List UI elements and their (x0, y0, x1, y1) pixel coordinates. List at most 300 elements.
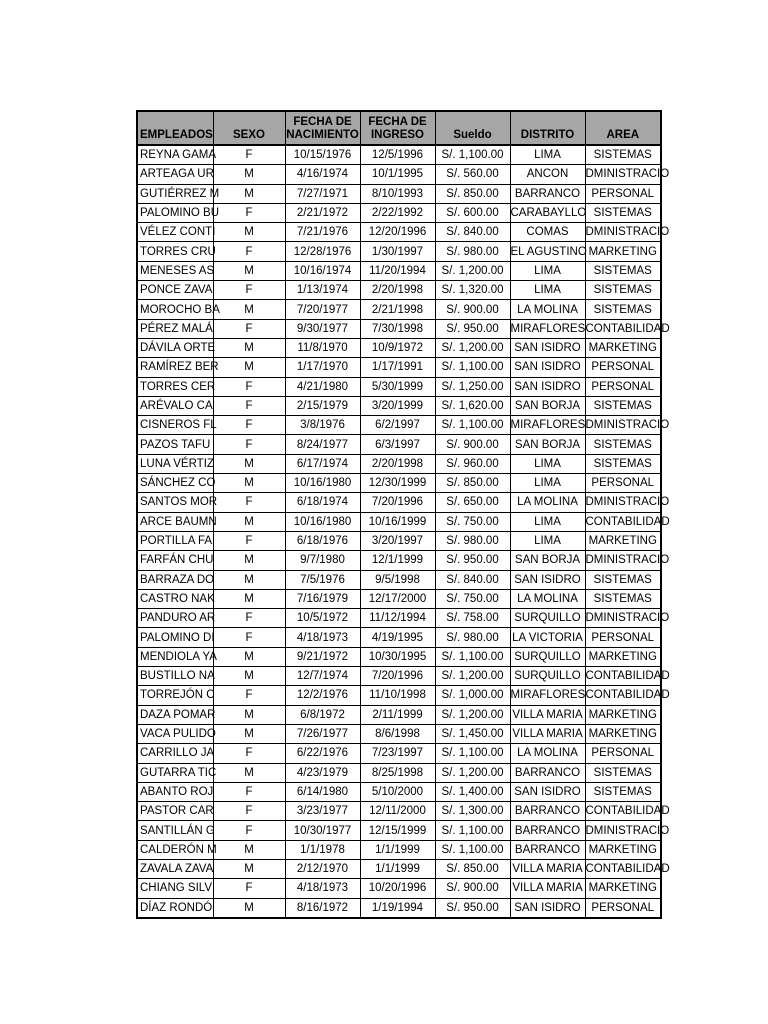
cell-fecha-nacimiento[interactable]: 6/17/1974 (285, 454, 360, 473)
cell-fecha-nacimiento[interactable]: 12/28/1976 (285, 242, 360, 261)
table-row (137, 782, 661, 801)
cell-area[interactable]: DMINISTRACIO (585, 165, 661, 184)
table-row (137, 879, 661, 898)
cell-distrito[interactable]: SAN ISIDRO (510, 898, 585, 918)
cell-sexo[interactable]: M (213, 705, 285, 724)
cell-empleado[interactable]: ARTEAGA UR (137, 165, 213, 184)
cell-empleado[interactable]: MOROCHO BA (137, 300, 213, 319)
cell-area[interactable]: CONTABILIDAD (585, 859, 661, 878)
cell-empleado[interactable]: FARFÁN CHU (137, 551, 213, 570)
cell-empleado[interactable]: DAZA POMAR (137, 705, 213, 724)
cell-empleado[interactable]: PALOMINO BU (137, 203, 213, 222)
cell-area[interactable]: DMINISTRACIO (585, 551, 661, 570)
cell-sueldo[interactable]: S/. 960.00 (435, 454, 510, 473)
cell-sueldo[interactable]: S/. 1,450.00 (435, 724, 510, 743)
cell-sexo[interactable]: M (213, 667, 285, 686)
cell-sexo[interactable]: M (213, 165, 285, 184)
cell-fecha-nacimiento[interactable]: 4/18/1973 (285, 879, 360, 898)
cell-fecha-ingreso[interactable]: 10/9/1972 (360, 338, 435, 357)
cell-fecha-ingreso[interactable]: 8/25/1998 (360, 763, 435, 782)
cell-sexo[interactable]: F (213, 744, 285, 763)
cell-sueldo[interactable]: S/. 758.00 (435, 609, 510, 628)
cell-area[interactable]: PERSONAL (585, 184, 661, 203)
cell-sexo[interactable]: F (213, 609, 285, 628)
cell-distrito[interactable]: LIMA (510, 261, 585, 280)
cell-sueldo[interactable]: S/. 900.00 (435, 435, 510, 454)
cell-distrito[interactable]: LA MOLINA (510, 744, 585, 763)
cell-fecha-nacimiento[interactable]: 4/16/1974 (285, 165, 360, 184)
cell-empleado[interactable]: BARRAZA DO (137, 570, 213, 589)
cell-fecha-ingreso[interactable]: 12/20/1996 (360, 223, 435, 242)
table-row (137, 589, 661, 608)
cell-empleado[interactable]: VACA PULIDO (137, 724, 213, 743)
cell-empleado[interactable]: PASTOR CAR (137, 802, 213, 821)
cell-area[interactable]: PERSONAL (585, 377, 661, 396)
cell-sexo[interactable]: M (213, 763, 285, 782)
cell-fecha-ingreso[interactable]: 2/20/1998 (360, 454, 435, 473)
cell-area[interactable]: MARKETING (585, 724, 661, 743)
header-fecha-ingreso: FECHA DE INGRESO (360, 111, 435, 145)
cell-empleado[interactable]: CHIANG SILV (137, 879, 213, 898)
cell-sexo[interactable]: M (213, 840, 285, 859)
cell-area[interactable]: SISTEMAS (585, 782, 661, 801)
cell-fecha-ingreso[interactable]: 9/5/1998 (360, 570, 435, 589)
table-row (137, 609, 661, 628)
cell-fecha-ingreso[interactable]: 8/10/1993 (360, 184, 435, 203)
cell-sueldo[interactable]: S/. 950.00 (435, 319, 510, 338)
cell-area[interactable]: SISTEMAS (585, 300, 661, 319)
cell-empleado[interactable]: RAMÍREZ BER (137, 358, 213, 377)
cell-sueldo[interactable]: S/. 980.00 (435, 242, 510, 261)
cell-sexo[interactable]: F (213, 821, 285, 840)
cell-area[interactable]: MARKETING (585, 338, 661, 357)
table-row (137, 338, 661, 357)
cell-sueldo[interactable]: S/. 850.00 (435, 474, 510, 493)
cell-area[interactable]: MARKETING (585, 242, 661, 261)
cell-fecha-ingreso[interactable]: 1/17/1991 (360, 358, 435, 377)
cell-area[interactable]: SISTEMAS (585, 570, 661, 589)
cell-area[interactable]: DMINISTRACIO (585, 223, 661, 242)
cell-sexo[interactable]: F (213, 396, 285, 415)
cell-fecha-nacimiento[interactable]: 9/7/1980 (285, 551, 360, 570)
employee-table-container (136, 110, 670, 920)
cell-fecha-ingreso[interactable]: 12/15/1999 (360, 821, 435, 840)
cell-empleado[interactable]: LUNA VÉRTIZ (137, 454, 213, 473)
cell-fecha-ingreso[interactable]: 2/21/1998 (360, 300, 435, 319)
cell-fecha-ingreso[interactable]: 3/20/1997 (360, 531, 435, 550)
cell-area[interactable]: PERSONAL (585, 358, 661, 377)
cell-fecha-nacimiento[interactable]: 3/8/1976 (285, 416, 360, 435)
cell-fecha-ingreso[interactable]: 1/1/1999 (360, 840, 435, 859)
cell-area[interactable]: MARKETING (585, 647, 661, 666)
cell-empleado[interactable]: ARCE BAUMN (137, 512, 213, 531)
cell-fecha-ingreso[interactable]: 5/30/1999 (360, 377, 435, 396)
cell-distrito[interactable]: SAN ISIDRO (510, 358, 585, 377)
cell-empleado[interactable]: PÉREZ MALÁ (137, 319, 213, 338)
cell-area[interactable]: CONTABILIDAD (585, 667, 661, 686)
cell-empleado[interactable]: PALOMINO DI (137, 628, 213, 647)
cell-empleado[interactable]: ARÉVALO CA (137, 396, 213, 415)
cell-sueldo[interactable]: S/. 840.00 (435, 570, 510, 589)
cell-sexo[interactable]: F (213, 281, 285, 300)
cell-sueldo[interactable]: S/. 1,000.00 (435, 686, 510, 705)
cell-sexo[interactable]: M (213, 647, 285, 666)
cell-fecha-ingreso[interactable]: 2/11/1999 (360, 705, 435, 724)
cell-area[interactable]: MARKETING (585, 531, 661, 550)
cell-fecha-nacimiento[interactable]: 6/22/1976 (285, 744, 360, 763)
cell-area[interactable]: PERSONAL (585, 628, 661, 647)
cell-area[interactable]: MARKETING (585, 879, 661, 898)
cell-sexo[interactable]: F (213, 145, 285, 165)
cell-fecha-nacimiento[interactable]: 3/23/1977 (285, 802, 360, 821)
cell-fecha-nacimiento[interactable]: 4/23/1979 (285, 763, 360, 782)
cell-distrito[interactable]: LIMA (510, 512, 585, 531)
table-row (137, 898, 661, 918)
cell-fecha-nacimiento[interactable]: 10/5/1972 (285, 609, 360, 628)
cell-fecha-ingreso[interactable]: 6/3/1997 (360, 435, 435, 454)
cell-fecha-ingreso[interactable]: 2/20/1998 (360, 281, 435, 300)
cell-sexo[interactable]: M (213, 570, 285, 589)
cell-fecha-nacimiento[interactable]: 10/16/1974 (285, 261, 360, 280)
table-row (137, 705, 661, 724)
cell-fecha-ingreso[interactable]: 4/19/1995 (360, 628, 435, 647)
cell-empleado[interactable]: SANTOS MOR (137, 493, 213, 512)
cell-distrito[interactable]: SAN ISIDRO (510, 338, 585, 357)
cell-distrito[interactable]: SAN BORJA (510, 396, 585, 415)
cell-sueldo[interactable]: S/. 950.00 (435, 898, 510, 918)
cell-fecha-nacimiento[interactable]: 6/8/1972 (285, 705, 360, 724)
table-row (137, 435, 661, 454)
cell-sexo[interactable]: F (213, 686, 285, 705)
cell-empleado[interactable]: REYNA GAMA (137, 145, 213, 165)
cell-sexo[interactable]: F (213, 879, 285, 898)
cell-sueldo[interactable]: S/. 750.00 (435, 589, 510, 608)
cell-distrito[interactable]: MIRAFLORES (510, 686, 585, 705)
cell-fecha-nacimiento[interactable]: 2/21/1972 (285, 203, 360, 222)
cell-fecha-nacimiento[interactable]: 6/14/1980 (285, 782, 360, 801)
cell-sexo[interactable]: M (213, 184, 285, 203)
cell-empleado[interactable]: DÁVILA ORTE (137, 338, 213, 357)
cell-sueldo[interactable]: S/. 1,400.00 (435, 782, 510, 801)
cell-sueldo[interactable]: S/. 850.00 (435, 859, 510, 878)
cell-fecha-nacimiento[interactable]: 7/21/1976 (285, 223, 360, 242)
cell-sueldo[interactable]: S/. 980.00 (435, 531, 510, 550)
table-row (137, 242, 661, 261)
cell-distrito[interactable]: LIMA (510, 281, 585, 300)
cell-fecha-ingreso[interactable]: 10/1/1995 (360, 165, 435, 184)
cell-fecha-nacimiento[interactable]: 10/15/1976 (285, 145, 360, 165)
cell-distrito[interactable]: CARABAYLLO (510, 203, 585, 222)
cell-empleado[interactable]: PORTILLA FA (137, 531, 213, 550)
cell-sexo[interactable]: F (213, 628, 285, 647)
cell-fecha-ingreso[interactable]: 8/6/1998 (360, 724, 435, 743)
cell-area[interactable]: PERSONAL (585, 898, 661, 918)
cell-fecha-nacimiento[interactable]: 9/30/1977 (285, 319, 360, 338)
cell-area[interactable]: PERSONAL (585, 744, 661, 763)
cell-sexo[interactable]: M (213, 589, 285, 608)
cell-sueldo[interactable]: S/. 650.00 (435, 493, 510, 512)
cell-sueldo[interactable]: S/. 1,100.00 (435, 145, 510, 165)
cell-distrito[interactable]: SAN ISIDRO (510, 782, 585, 801)
cell-area[interactable]: MARKETING (585, 840, 661, 859)
cell-sueldo[interactable]: S/. 900.00 (435, 300, 510, 319)
cell-sexo[interactable]: M (213, 474, 285, 493)
cell-fecha-nacimiento[interactable]: 2/12/1970 (285, 859, 360, 878)
cell-fecha-nacimiento[interactable]: 2/15/1979 (285, 396, 360, 415)
cell-sueldo[interactable]: S/. 1,100.00 (435, 358, 510, 377)
cell-fecha-nacimiento[interactable]: 12/7/1974 (285, 667, 360, 686)
cell-sueldo[interactable]: S/. 1,100.00 (435, 821, 510, 840)
cell-fecha-ingreso[interactable]: 12/1/1999 (360, 551, 435, 570)
cell-sueldo[interactable]: S/. 1,100.00 (435, 647, 510, 666)
cell-area[interactable]: SISTEMAS (585, 435, 661, 454)
cell-sueldo[interactable]: S/. 1,200.00 (435, 705, 510, 724)
cell-sexo[interactable]: M (213, 223, 285, 242)
cell-area[interactable]: MARKETING (585, 705, 661, 724)
cell-sexo[interactable]: M (213, 898, 285, 918)
cell-fecha-nacimiento[interactable]: 10/16/1980 (285, 512, 360, 531)
cell-fecha-ingreso[interactable]: 11/20/1994 (360, 261, 435, 280)
cell-fecha-ingreso[interactable]: 7/20/1996 (360, 667, 435, 686)
cell-distrito[interactable]: BARRANCO (510, 821, 585, 840)
cell-sueldo[interactable]: S/. 850.00 (435, 184, 510, 203)
cell-area[interactable]: CONTABILIDAD (585, 686, 661, 705)
cell-fecha-ingreso[interactable]: 12/11/2000 (360, 802, 435, 821)
cell-sexo[interactable]: F (213, 435, 285, 454)
cell-distrito[interactable]: VILLA MARIA (510, 705, 585, 724)
cell-fecha-ingreso[interactable]: 6/2/1997 (360, 416, 435, 435)
cell-distrito[interactable]: SAN ISIDRO (510, 570, 585, 589)
cell-distrito[interactable]: LIMA (510, 454, 585, 473)
cell-empleado[interactable]: TORREJÓN C (137, 686, 213, 705)
cell-sexo[interactable]: F (213, 377, 285, 396)
header-area: AREA (585, 111, 661, 145)
cell-area[interactable]: SISTEMAS (585, 261, 661, 280)
cell-distrito[interactable]: VILLA MARIA (510, 879, 585, 898)
cell-distrito[interactable]: BARRANCO (510, 763, 585, 782)
cell-distrito[interactable]: LA MOLINA (510, 300, 585, 319)
cell-empleado[interactable]: VÉLEZ CONTI (137, 223, 213, 242)
table-row (137, 802, 661, 821)
cell-distrito[interactable]: COMAS (510, 223, 585, 242)
cell-empleado[interactable]: BUSTILLO NA (137, 667, 213, 686)
cell-distrito[interactable]: LIMA (510, 145, 585, 165)
cell-distrito[interactable]: ANCON (510, 165, 585, 184)
cell-fecha-ingreso[interactable]: 7/20/1996 (360, 493, 435, 512)
cell-distrito[interactable]: BARRANCO (510, 840, 585, 859)
cell-distrito[interactable]: SURQUILLO (510, 647, 585, 666)
cell-sexo[interactable]: F (213, 531, 285, 550)
cell-area[interactable]: CONTABILIDAD (585, 319, 661, 338)
cell-fecha-ingreso[interactable]: 1/30/1997 (360, 242, 435, 261)
cell-distrito[interactable]: LA VICTORIA (510, 628, 585, 647)
cell-fecha-ingreso[interactable]: 12/5/1996 (360, 145, 435, 165)
cell-area[interactable]: CONTABILIDAD (585, 802, 661, 821)
cell-area[interactable]: SISTEMAS (585, 203, 661, 222)
cell-distrito[interactable]: LIMA (510, 474, 585, 493)
cell-sueldo[interactable]: S/. 900.00 (435, 879, 510, 898)
cell-area[interactable]: DMINISTRACIO (585, 493, 661, 512)
cell-empleado[interactable]: DÍAZ RONDÓ (137, 898, 213, 918)
cell-sueldo[interactable]: S/. 1,200.00 (435, 261, 510, 280)
cell-fecha-ingreso[interactable]: 2/22/1992 (360, 203, 435, 222)
cell-distrito[interactable]: SURQUILLO (510, 609, 585, 628)
cell-sueldo[interactable]: S/. 1,320.00 (435, 281, 510, 300)
cell-area[interactable]: DMINISTRACIO (585, 609, 661, 628)
cell-empleado[interactable]: TORRES CRU (137, 242, 213, 261)
cell-fecha-nacimiento[interactable]: 6/18/1976 (285, 531, 360, 550)
cell-sexo[interactable]: M (213, 300, 285, 319)
cell-fecha-ingreso[interactable]: 10/16/1999 (360, 512, 435, 531)
cell-distrito[interactable]: LA MOLINA (510, 589, 585, 608)
table-row (137, 570, 661, 589)
cell-fecha-ingreso[interactable]: 11/12/1994 (360, 609, 435, 628)
cell-sueldo[interactable]: S/. 560.00 (435, 165, 510, 184)
cell-sueldo[interactable]: S/. 1,100.00 (435, 744, 510, 763)
table-row (137, 261, 661, 280)
cell-fecha-nacimiento[interactable]: 7/26/1977 (285, 724, 360, 743)
cell-empleado[interactable]: GUTIÉRREZ M (137, 184, 213, 203)
cell-empleado[interactable]: TORRES CER (137, 377, 213, 396)
cell-sexo[interactable]: M (213, 859, 285, 878)
cell-sexo[interactable]: M (213, 338, 285, 357)
cell-fecha-ingreso[interactable]: 5/10/2000 (360, 782, 435, 801)
cell-sueldo[interactable]: S/. 1,200.00 (435, 338, 510, 357)
cell-empleado[interactable]: PONCE ZAVA (137, 281, 213, 300)
cell-empleado[interactable]: CISNEROS FL (137, 416, 213, 435)
cell-empleado[interactable]: SANTILLÁN G (137, 821, 213, 840)
cell-area[interactable]: PERSONAL (585, 474, 661, 493)
cell-empleado[interactable]: MENESES AS (137, 261, 213, 280)
cell-fecha-nacimiento[interactable]: 1/1/1978 (285, 840, 360, 859)
cell-area[interactable]: SISTEMAS (585, 454, 661, 473)
cell-fecha-nacimiento[interactable]: 1/17/1970 (285, 358, 360, 377)
cell-fecha-nacimiento[interactable]: 10/30/1977 (285, 821, 360, 840)
cell-sueldo[interactable]: S/. 1,100.00 (435, 840, 510, 859)
cell-area[interactable]: DMINISTRACIO (585, 821, 661, 840)
cell-sueldo[interactable]: S/. 600.00 (435, 203, 510, 222)
cell-fecha-ingreso[interactable]: 11/10/1998 (360, 686, 435, 705)
cell-distrito[interactable]: LA MOLINA (510, 493, 585, 512)
cell-fecha-ingreso[interactable]: 3/20/1999 (360, 396, 435, 415)
cell-sueldo[interactable]: S/. 1,200.00 (435, 763, 510, 782)
cell-sueldo[interactable]: S/. 1,300.00 (435, 802, 510, 821)
cell-sexo[interactable]: M (213, 454, 285, 473)
cell-sueldo[interactable]: S/. 840.00 (435, 223, 510, 242)
cell-empleado[interactable]: CASTRO NAK (137, 589, 213, 608)
cell-fecha-ingreso[interactable]: 1/19/1994 (360, 898, 435, 918)
cell-distrito[interactable]: MIRAFLORES (510, 319, 585, 338)
cell-empleado[interactable]: CARRILLO JA (137, 744, 213, 763)
cell-sexo[interactable]: M (213, 358, 285, 377)
cell-fecha-nacimiento[interactable]: 7/20/1977 (285, 300, 360, 319)
cell-fecha-ingreso[interactable]: 10/20/1996 (360, 879, 435, 898)
cell-fecha-ingreso[interactable]: 7/23/1997 (360, 744, 435, 763)
cell-sexo[interactable]: M (213, 551, 285, 570)
cell-fecha-nacimiento[interactable]: 9/21/1972 (285, 647, 360, 666)
cell-sexo[interactable]: F (213, 782, 285, 801)
cell-empleado[interactable]: ZAVALA ZAVA (137, 859, 213, 878)
cell-fecha-nacimiento[interactable]: 7/27/1971 (285, 184, 360, 203)
cell-empleado[interactable]: SÁNCHEZ CO (137, 474, 213, 493)
cell-sexo[interactable]: F (213, 416, 285, 435)
cell-sexo[interactable]: F (213, 802, 285, 821)
cell-sexo[interactable]: F (213, 203, 285, 222)
cell-empleado[interactable]: MENDIOLA YA (137, 647, 213, 666)
cell-empleado[interactable]: CALDERÓN M (137, 840, 213, 859)
cell-fecha-nacimiento[interactable]: 11/8/1970 (285, 338, 360, 357)
cell-area[interactable]: CONTABILIDAD (585, 512, 661, 531)
cell-sexo[interactable]: M (213, 512, 285, 531)
table-row (137, 840, 661, 859)
cell-fecha-nacimiento[interactable]: 4/21/1980 (285, 377, 360, 396)
cell-sueldo[interactable]: S/. 1,620.00 (435, 396, 510, 415)
cell-distrito[interactable]: SAN ISIDRO (510, 377, 585, 396)
cell-sueldo[interactable]: S/. 1,250.00 (435, 377, 510, 396)
cell-area[interactable]: SISTEMAS (585, 396, 661, 415)
cell-sexo[interactable]: M (213, 724, 285, 743)
cell-fecha-nacimiento[interactable]: 12/2/1976 (285, 686, 360, 705)
cell-fecha-nacimiento[interactable]: 6/18/1974 (285, 493, 360, 512)
cell-area[interactable]: SISTEMAS (585, 281, 661, 300)
cell-sexo[interactable]: F (213, 242, 285, 261)
cell-fecha-nacimiento[interactable]: 4/18/1973 (285, 628, 360, 647)
cell-fecha-nacimiento[interactable]: 8/24/1977 (285, 435, 360, 454)
table-row (137, 821, 661, 840)
cell-area[interactable]: SISTEMAS (585, 763, 661, 782)
cell-fecha-nacimiento[interactable]: 10/16/1980 (285, 474, 360, 493)
cell-empleado[interactable]: ABANTO ROJ (137, 782, 213, 801)
cell-distrito[interactable]: MIRAFLORES (510, 416, 585, 435)
cell-fecha-nacimiento[interactable]: 1/13/1974 (285, 281, 360, 300)
cell-distrito[interactable]: SAN BORJA (510, 435, 585, 454)
cell-fecha-nacimiento[interactable]: 8/16/1972 (285, 898, 360, 918)
cell-area[interactable]: SISTEMAS (585, 589, 661, 608)
cell-sueldo[interactable]: S/. 950.00 (435, 551, 510, 570)
cell-fecha-nacimiento[interactable]: 7/5/1976 (285, 570, 360, 589)
cell-sueldo[interactable]: S/. 1,100.00 (435, 416, 510, 435)
cell-distrito[interactable]: VILLA MARIA (510, 724, 585, 743)
cell-fecha-ingreso[interactable]: 12/30/1999 (360, 474, 435, 493)
cell-fecha-ingreso[interactable]: 7/30/1998 (360, 319, 435, 338)
table-row (137, 531, 661, 550)
cell-distrito[interactable]: BARRANCO (510, 184, 585, 203)
cell-sueldo[interactable]: S/. 750.00 (435, 512, 510, 531)
cell-area[interactable]: DMINISTRACIO (585, 416, 661, 435)
cell-distrito[interactable]: BARRANCO (510, 802, 585, 821)
cell-fecha-ingreso[interactable]: 1/1/1999 (360, 859, 435, 878)
cell-distrito[interactable]: VILLA MARIA (510, 859, 585, 878)
table-row (137, 377, 661, 396)
cell-distrito[interactable]: LIMA (510, 531, 585, 550)
cell-sexo[interactable]: M (213, 261, 285, 280)
cell-sueldo[interactable]: S/. 980.00 (435, 628, 510, 647)
cell-empleado[interactable]: PANDURO AR (137, 609, 213, 628)
cell-area[interactable]: SISTEMAS (585, 145, 661, 165)
cell-sexo[interactable]: F (213, 319, 285, 338)
table-row (137, 647, 661, 666)
cell-distrito[interactable]: SAN BORJA (510, 551, 585, 570)
cell-sexo[interactable]: F (213, 493, 285, 512)
cell-empleado[interactable]: GUTARRA TIC (137, 763, 213, 782)
cell-sueldo[interactable]: S/. 1,200.00 (435, 667, 510, 686)
cell-empleado[interactable]: PAZOS TAFU (137, 435, 213, 454)
cell-distrito[interactable]: SURQUILLO (510, 667, 585, 686)
cell-fecha-ingreso[interactable]: 12/17/2000 (360, 589, 435, 608)
cell-fecha-ingreso[interactable]: 10/30/1995 (360, 647, 435, 666)
cell-fecha-nacimiento[interactable]: 7/16/1979 (285, 589, 360, 608)
cell-distrito[interactable]: EL AGUSTINO (510, 242, 585, 261)
